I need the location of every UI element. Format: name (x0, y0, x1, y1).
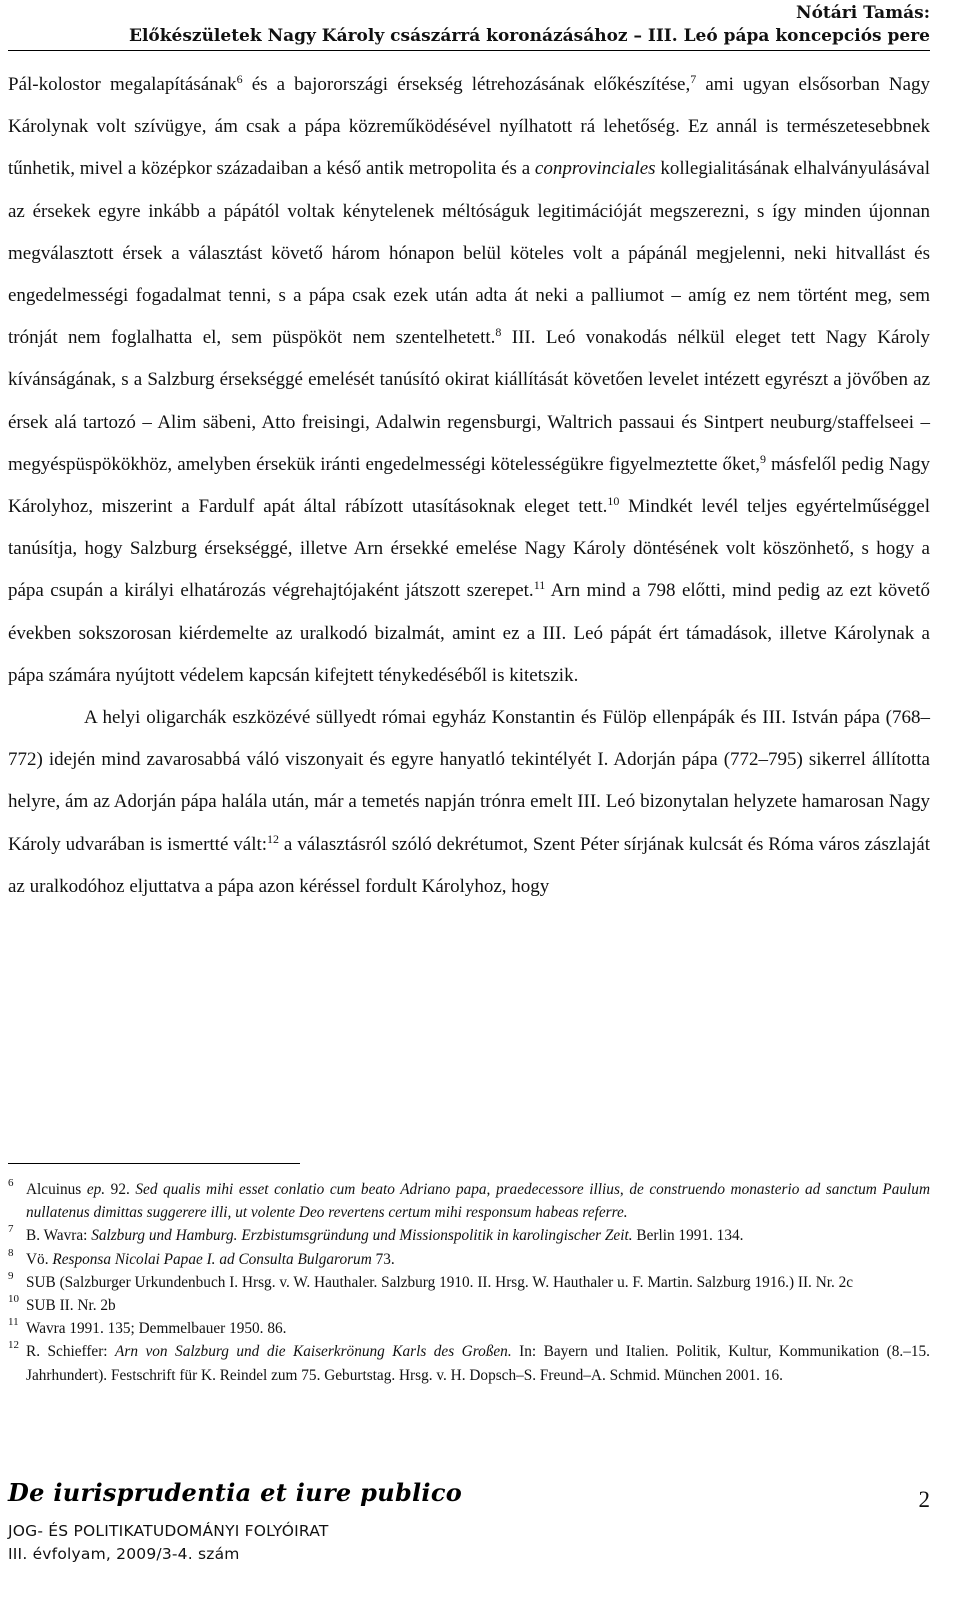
footnote-text (26, 1248, 930, 1271)
footnote-9 (8, 1271, 930, 1294)
footnote-10 (8, 1294, 930, 1317)
footnote-run: R. Schieffer: (26, 1343, 116, 1361)
body-text (8, 64, 930, 908)
footnote-ref-10[interactable]: 10 (607, 494, 620, 509)
footnote-run: In: Bayern und Italien. Politik, Kultur, Kommunikation (8.–15. Jahrhundert). Festschrift für K. Reindel zum 75. Geburtstag. Hrsg. v. H. Dopsch–S. Freund–A. Schmid. München 2001. 16. (26, 1343, 930, 1384)
footnote-text (26, 1294, 930, 1317)
footnote-number: 10 (8, 1293, 19, 1306)
header-title: Előkészületek Nagy Károly császárrá koronázásához – III. Leó pápa koncepciós pere (129, 26, 930, 46)
footnote-number: 11 (8, 1316, 19, 1329)
footnote-run: 92. (105, 1181, 136, 1198)
footnote-run: Berlin 1991. 134. (632, 1227, 744, 1245)
footnote-run: Wavra 1991. 135; Demmelbauer 1950. 86. (26, 1320, 287, 1338)
footnote-italic-run: Sed qualis mihi esset conlatio cum beato Adriano papa, praedecessore illius, de construendo monasterio ad sanctum Paulum nullatenus dimittas suggerere illi, ut volente Deo revertens certum mihi responsum habeas referre. (26, 1181, 931, 1222)
footnote-text (26, 1178, 930, 1224)
footnote-ref-11[interactable]: 11 (533, 578, 546, 593)
footnote-6 (8, 1178, 930, 1224)
footnote-italic-run: Arn von Salzburg und die Kaiserkrönung Karls des Großen. (115, 1343, 512, 1361)
page-number: 2 (918, 1487, 930, 1512)
footnote-number: 8 (8, 1246, 14, 1259)
footnote-7 (8, 1224, 930, 1247)
text-run: a választásról szóló dekrétumot, Szent Péter sírjának kulcsát és Róma város zászlaját az uralkodóhoz eljuttatva a pápa azon kéréssel fordult Károlyhoz, hogy (8, 833, 930, 897)
footnote-run: Vö. (26, 1250, 53, 1268)
text-run: Arn mind a 798 előtti, mind pedig az ezt követő években sokszorosan kiérdemelte az uralkodó bizalmát, amint ez a III. Leó pápát ért támadások, illetve Károlynak a pápa számára nyújtott védelem kapcsán kifejtett ténykedéséből is kitetszik. (8, 580, 930, 686)
paragraph-1 (8, 64, 930, 697)
footnote-italic-run: ep. (86, 1181, 106, 1198)
header-author: Nótári Tamás: (796, 3, 930, 23)
footnote-number: 12 (8, 1339, 19, 1352)
footnote-number: 6 (8, 1177, 14, 1189)
footnote-number: 9 (8, 1269, 14, 1282)
footnote-run: B. Wavra: (26, 1227, 92, 1245)
footnote-text (26, 1271, 930, 1294)
footnote-ref-7[interactable]: 7 (690, 72, 697, 86)
italic-term: conprovinciales (534, 158, 656, 180)
text-run: Pál-kolostor megalapításának (8, 74, 237, 95)
journal-issue: III. évfolyam, 2009/3-4. szám (8, 1545, 240, 1563)
text-run: másfelől pedig Nagy Károlyhoz, miszerint a Fardulf apát által rábízott utasításoknak eleget tett. (8, 453, 930, 518)
footnote-11 (8, 1317, 930, 1340)
footnote-number: 7 (8, 1223, 14, 1236)
journal-logo: De iurisprudentia et iure publico (8, 1478, 463, 1507)
footnote-ref-9[interactable]: 9 (759, 451, 766, 466)
footnote-text (26, 1340, 930, 1386)
footnote-ref-6[interactable]: 6 (236, 72, 243, 86)
footnote-ref-8[interactable]: 8 (495, 325, 502, 340)
header-rule (8, 50, 930, 51)
footnote-separator (8, 1163, 300, 1164)
footnote-12 (8, 1340, 930, 1386)
footnote-run: Alcuinus (26, 1181, 87, 1198)
text-run: III. Leó vonakodás nélkül eleget tett Nagy Károly kívánságának, s a Salzburg érsekséggé emelését tanúsító okirat kiállítását követően levelet intézett egyrészt a jövőben az érsek alá tartozó – Alim säbeni, Atto freisingi, Adalwin regensburgi, Waltrich passaui és Sintpert neuburg/staffelseei – megyéspüspökökhöz, amelyben érsekük iránti engedelmességi kötelességükre figyelmeztette őket, (8, 327, 931, 475)
journal-name: JOG- ÉS POLITIKATUDOMÁNYI FOLYÓIRAT (8, 1522, 329, 1540)
footnote-italic-run: Responsa Nicolai Papae I. ad Consulta Bulgarorum (52, 1250, 372, 1268)
running-header (129, 2, 930, 48)
footnotes (8, 1178, 930, 1387)
footnote-8 (8, 1248, 930, 1271)
text-run: Mindkét levél teljes egyértelműséggel tanúsítja, hogy Salzburg érsekséggé, illetve Arn érsekké emelése Nagy Károly döntésének volt köszönhető, s hogy a pápa csupán a királyi elhatározás végrehajtójaként játszott szerepet. (8, 496, 930, 602)
text-run: és a bajorországi érsekség létrehozásának előkészítése, (242, 74, 691, 95)
footnote-run: SUB (Salzburger Urkundenbuch I. Hrsg. v. W. Hauthaler. Salzburg 1910. II. Hrsg. W. Hauthaler u. F. Martin. Salzburg 1916.) II. Nr. 2c (26, 1273, 854, 1291)
text-run: ami ugyan elsősorban Nagy Károlynak volt szívügye, ám csak a pápa közreműködésével nyílhatott rá lehetőség. Ez annál is természetesebbnek tűnhetik, mivel a középkor századaiban a késő antik metropolita és a (8, 74, 931, 180)
footnote-run: 73. (371, 1250, 395, 1268)
paragraph-2 (8, 697, 930, 908)
footnote-text (26, 1317, 930, 1340)
footnote-text (26, 1224, 930, 1247)
page-footer (8, 1478, 930, 1604)
footnote-ref-12[interactable]: 12 (267, 831, 280, 846)
text-run: A helyi oligarchák eszközévé süllyedt római egyház Konstantin és Fülöp ellenpápák és III. István pápa (768–772) idején mind zavarosabbá váló viszonyait és egyre hanyatló tekintélyét I. Adorján pápa (772–795) sikerrel állította helyre, ám az Adorján pápa halála után, már a temetés napján trónra emelt III. Leó bizonytalan helyzete hamarosan Nagy Károly udvarában is ismertté vált: (8, 707, 930, 855)
footnote-italic-run: Salzburg und Hamburg. Erzbistumsgründung und Missionspolitik in karolingischer Zeit. (91, 1227, 633, 1245)
footnote-run: SUB II. Nr. 2b (26, 1297, 116, 1315)
text-run: kollegialitásának elhalványulásával az érsekek egyre inkább a pápától voltak kénytelenek méltóságuk legitimációját megszerezni, s így minden újonnan megválasztott érsek a választást követő három hónapon belül köteles volt a pápánál megjelenni, neki hitvallást és engedelmességi fogadalmat tenni, s a pápa csak ezek után adta át neki a palliumot – amíg ez nem történt meg, sem trónját nem foglalhatta el, sem püspököt nem szentelhetett. (8, 158, 930, 349)
